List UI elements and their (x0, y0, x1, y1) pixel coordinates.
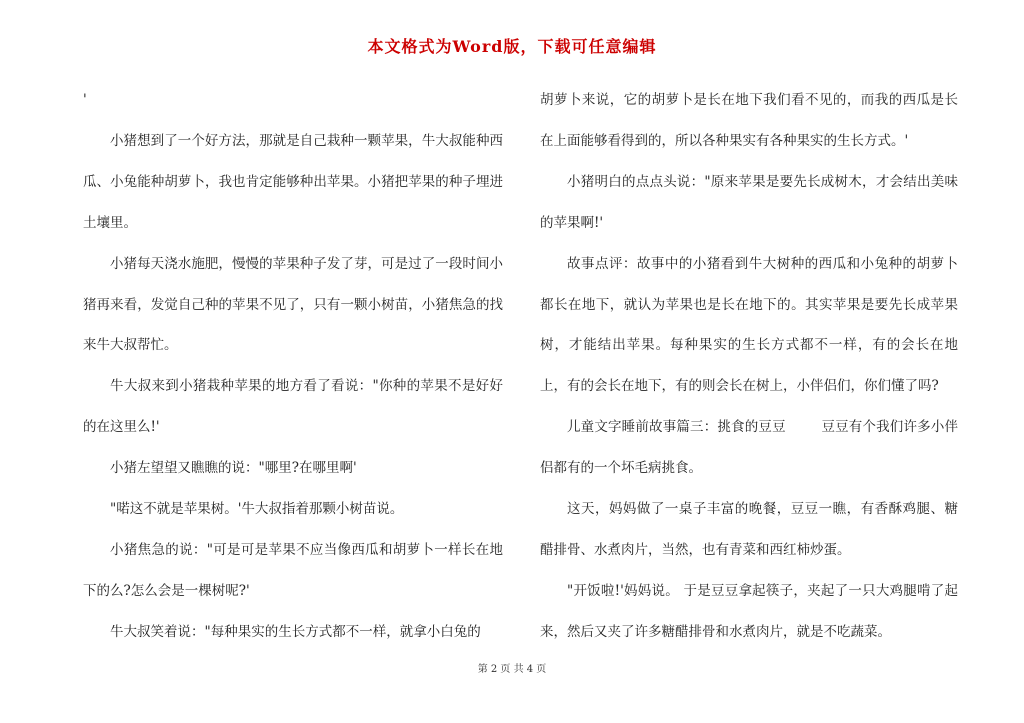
left-paragraph-5: 小猪左望望又瞧瞧的说："哪里?在哪里啊' (110, 460, 357, 477)
right-paragraph-6: "开饭啦!'妈妈说。 于是豆豆拿起筷子，夹起了一只大鸡腿啃了起来，然后又夹了许多糖醋排骨和水煮肉片，就是不吃蔬菜。 (540, 582, 958, 640)
page-header-title: 本文格式为Word版，下载可任意编辑 (367, 37, 657, 56)
left-paragraph-4: 牛大叔来到小猪栽种苹果的地方看了看说："你种的苹果不是好好的在这里么!' (83, 378, 503, 436)
right-paragraph-4: 儿童文字睡前故事篇三：挑食的豆豆 豆豆有个我们许多小伴侣都有的一个坏毛病挑食。 (540, 419, 958, 477)
right-paragraph-1: 胡萝卜来说，它的胡萝卜是长在地下我们看不见的，而我的西瓜是长在上面能够看得到的，所以各种果实有各种果实的生长方式。' (540, 92, 958, 149)
right-text-column (540, 80, 958, 653)
left-paragraph-1: ' (83, 92, 87, 108)
left-paragraph-3: 小猪每天浇水施肥，慢慢的苹果种子发了芽，可是过了一段时间小猪再来看，发觉自己种的苹果不见了，只有一颗小树苗，小猪焦急的找来牛大叔帮忙。 (83, 255, 503, 354)
right-paragraph-5: 这天，妈妈做了一桌子丰富的晚餐，豆豆一瞧，有香酥鸡腿、糖醋排骨、水煮肉片，当然，也有青菜和西红柿炒蛋。 (540, 501, 958, 558)
left-paragraph-2: 小猪想到了一个好方法，那就是自己栽种一颗苹果，牛大叔能种西瓜、小兔能种胡萝卜，我也肯定能够种出苹果。小猪把苹果的种子埋进土壤里。 (83, 132, 503, 231)
left-paragraph-7: 小猪焦急的说："可是可是苹果不应当像西瓜和胡萝卜一样长在地下的么?怎么会是一棵树呢?' (83, 541, 503, 599)
page-number-footer: 第 2 页 共 4 页 (477, 664, 547, 675)
right-paragraph-3: 故事点评：故事中的小猪看到牛大树种的西瓜和小兔种的胡萝卜都长在地下，就认为苹果也是长在地下的。其实苹果是要先长成苹果树，才能结出苹果。每种果实的生长方式都不一样，有的会长在地上，有的会长在地下，有的则会长在树上，小伴侣们，你们懂了吗? (540, 255, 958, 395)
left-paragraph-6: "喏这不就是苹果树。'牛大叔指着那颗小树苗说。 (110, 501, 404, 518)
right-paragraph-2: 小猪明白的点点头说："原来苹果是要先长成树木，才会结出美味的苹果啊!' (540, 173, 958, 231)
left-text-column (83, 80, 503, 653)
left-paragraph-8: 牛大叔笑着说："每种果实的生长方式都不一样，就拿小白兔的 (110, 623, 481, 640)
